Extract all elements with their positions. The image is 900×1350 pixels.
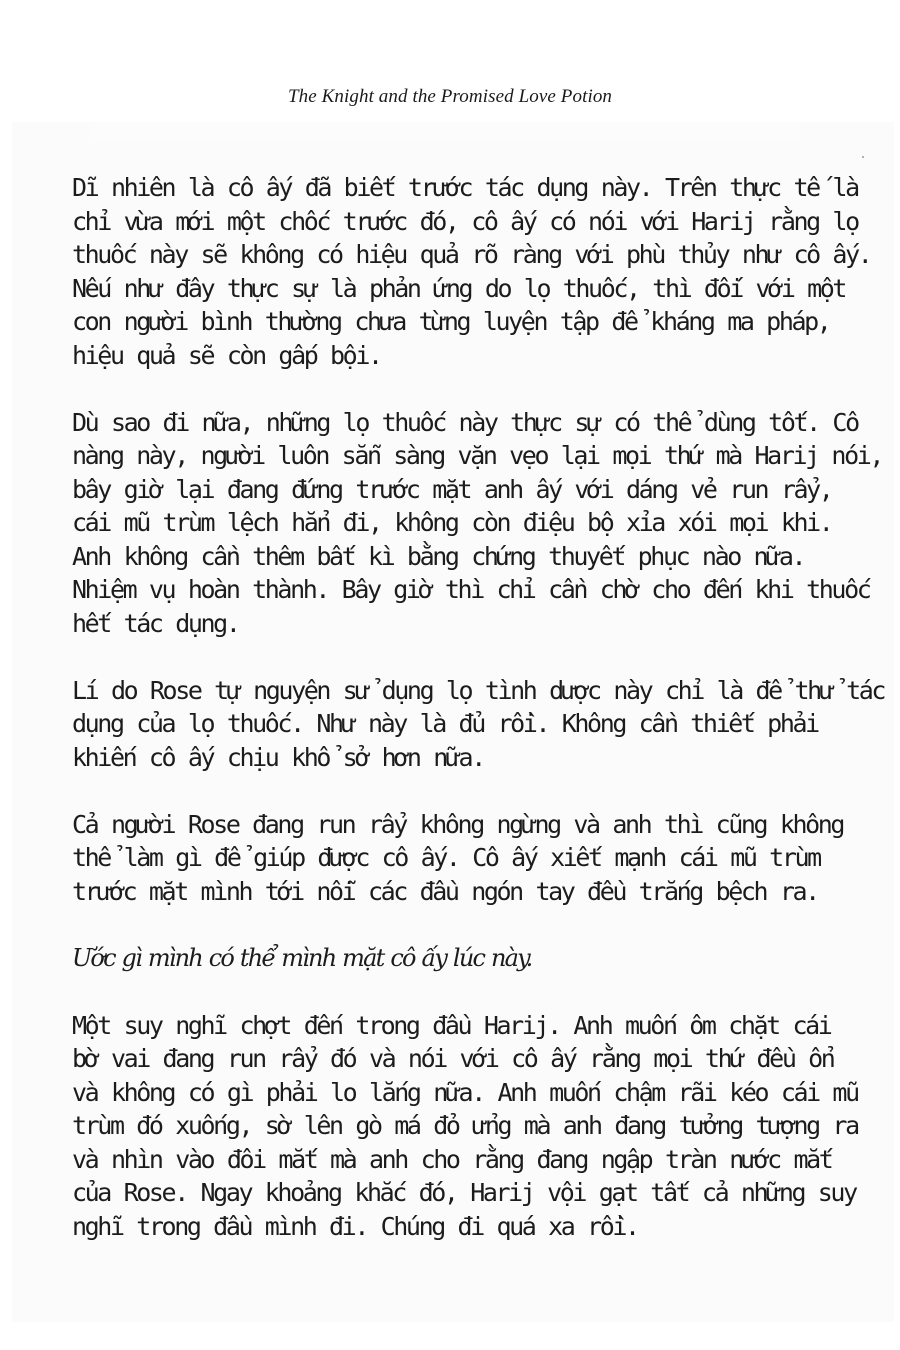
text-line: bây giờ lại đang đứng trước mặt anh ấy với dáng vẻ run rẩy,	[72, 474, 832, 504]
running-header-title: The Knight and the Promised Love Potion	[287, 86, 613, 107]
text-line: Lí do Rose tự nguyện sử dụng lọ tình dược này chỉ là để thử tác	[72, 675, 885, 705]
text-line: Ước gì mình có thể mình mặt cô ấy lúc này.	[72, 943, 532, 972]
scan-speck	[862, 156, 864, 158]
paragraph-2	[72, 406, 883, 641]
paragraph-4	[72, 808, 872, 909]
text-line: hiệu quả sẽ còn gấp bội.	[72, 340, 381, 370]
text-line: của Rose. Ngay khoảng khắc đó, Harij vội gạt tất cả những suy	[72, 1178, 856, 1207]
text-line: thuốc này sẽ không có hiệu quả rõ ràng với phù thủy như cô ấy.	[72, 240, 871, 269]
text-line: nghĩ trong đầu mình đi. Chúng đi quá xa rồi.	[72, 1211, 638, 1241]
text-line: Cả người Rose đang run rẩy không ngừng và anh thì cũng không	[72, 809, 844, 839]
text-panel-top-band	[90, 122, 800, 142]
paragraph-5-inner-thought	[72, 942, 872, 976]
text-line: Nếu như đây thực sự là phản ứng do lọ thuốc, thì đối với một	[72, 273, 846, 303]
body-text	[72, 171, 885, 1277]
text-line: bờ vai đang run rẩy đó và nói với cô ấy rằng mọi thứ đều ổn	[72, 1044, 834, 1073]
text-line: trùm đó xuống, sờ lên gò má đỏ ửng mà anh đang tưởng tượng ra	[72, 1111, 858, 1140]
text-line: Dù sao đi nữa, những lọ thuốc này thực sự có thể dùng tốt. Cô	[72, 407, 858, 437]
text-line: Một suy nghĩ chợt đến trong đầu Harij. Anh muốn ôm chặt cái	[72, 1010, 831, 1040]
paragraph-6	[72, 1009, 872, 1244]
paragraph-3	[72, 674, 885, 775]
text-line: và nhìn vào đôi mắt mà anh cho rằng đang ngập tràn nước mắt	[72, 1144, 832, 1174]
text-line: Nhiệm vụ hoàn thành. Bây giờ thì chỉ cần chờ cho đến khi thuốc	[72, 575, 870, 604]
text-line: con người bình thường chưa từng luyện tập để kháng ma pháp,	[72, 307, 830, 336]
text-line: nàng này, người luôn sẵn sàng vặn vẹo lại mọi thứ mà Harij nói,	[72, 441, 883, 470]
text-line: dụng của lọ thuốc. Như này là đủ rồi. Không cần thiết phải	[72, 709, 818, 738]
text-line: Anh không cần thêm bất kì bằng chứng thuyết phục nào nữa.	[72, 541, 805, 571]
text-line: cái mũ trùm lệch hẳn đi, không còn điệu bộ xỉa xói mọi khi.	[72, 508, 832, 537]
text-line: chỉ vừa mới một chốc trước đó, cô ấy có nói với Harij rằng lọ	[72, 206, 858, 236]
text-line: khiến cô ấy chịu khổ sở hơn nữa.	[72, 742, 484, 772]
text-line: và không có gì phải lo lắng nữa. Anh muốn chậm rãi kéo cái mũ	[72, 1077, 858, 1107]
text-line: trước mặt mình tới nỗi các đầu ngón tay đều trắng bệch ra.	[72, 876, 818, 906]
text-line: thể làm gì để giúp được cô ấy. Cô ấy xiết mạnh cái mũ trùm	[72, 843, 820, 872]
text-line: Dĩ nhiên là cô ấy đã biết trước tác dụng này. Trên thực tế là	[72, 173, 858, 202]
text-line: hết tác dụng.	[72, 608, 239, 638]
paragraph-1	[72, 171, 872, 372]
